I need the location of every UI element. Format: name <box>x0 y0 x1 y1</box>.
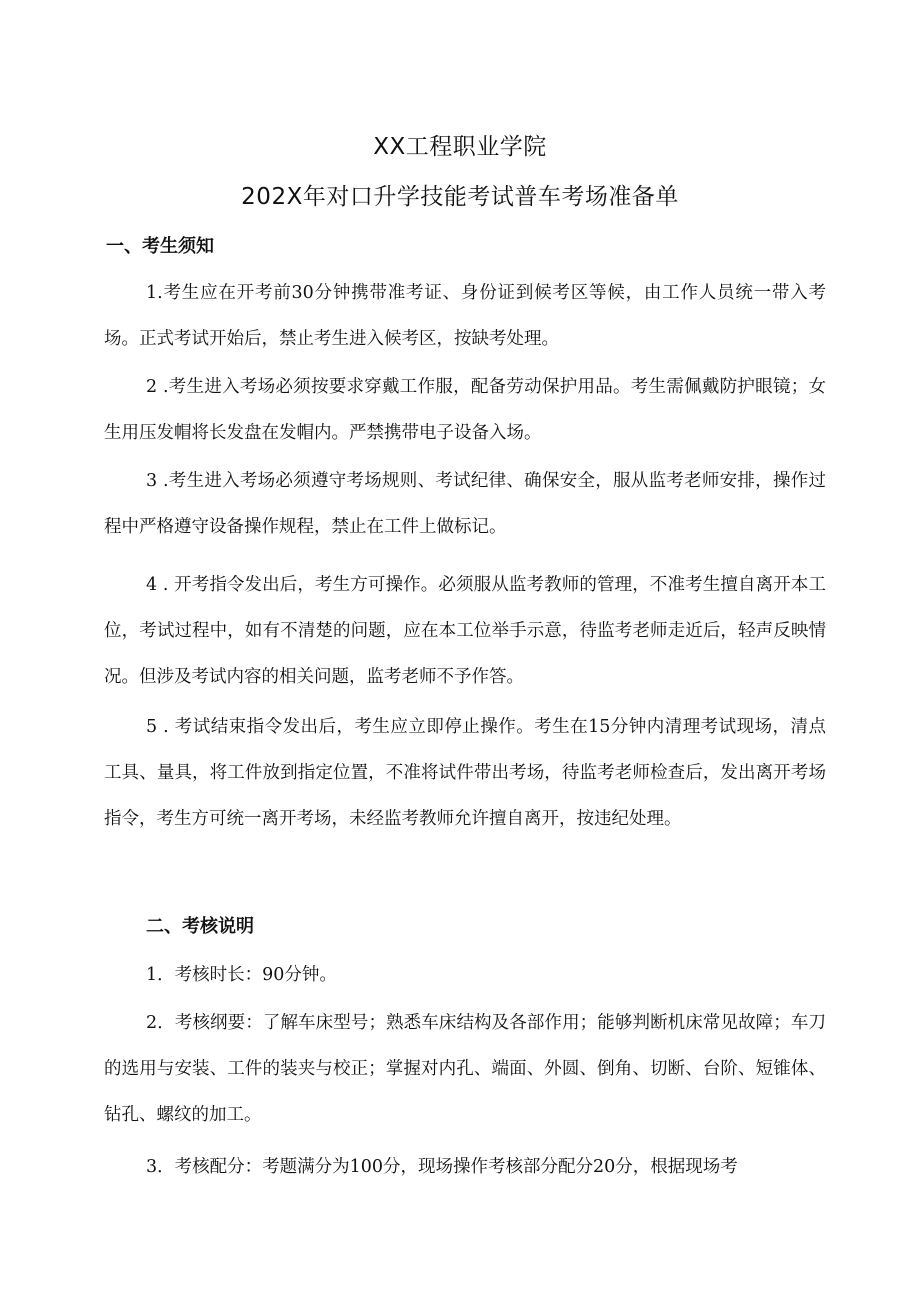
assessment-paragraph-1: 1．考核时长：90分钟。 <box>146 965 337 985</box>
section-heading-candidate-notice: 一、考生须知 <box>106 236 214 257</box>
document-title-exam: 202X年对口升学技能考试普车考场准备单 <box>241 184 679 210</box>
notice-paragraph-5: 5 . 考试结束指令发出后，考生应立即停止操作。考生在15分钟内清理考试现场，清点工具、量具，将工件放到指定位置，不准将试件带出考场，待监考老师检查后，发出离开考场指令，考生方可统一离开考场，未经监考教师允许擅自离开，按违纪处理。 <box>104 717 826 829</box>
notice-paragraph-2: 2 .考生进入考场必须按要求穿戴工作服，配备劳动保护用品。考生需佩戴防护眼镜；女生用压发帽将长发盘在发帽内。严禁携带电子设备入场。 <box>104 377 826 443</box>
notice-paragraph-4: 4 . 开考指令发出后，考生方可操作。必须服从监考教师的管理，不准考生擅自离开本工位，考试过程中，如有不清楚的问题，应在本工位举手示意，待监考老师走近后，轻声反映情况。但涉及考试内容的相关问题，监考老师不予作答。 <box>104 575 826 687</box>
document-title-institution: XX工程职业学院 <box>373 134 547 160</box>
section-heading-assessment: 二、考核说明 <box>146 916 254 937</box>
assessment-paragraph-3: 3．考核配分：考题满分为100分，现场操作考核部分配分20分，根据现场考 <box>146 1157 738 1177</box>
notice-paragraph-3: 3 .考生进入考场必须遵守考场规则、考试纪律、确保安全，服从监考老师安排，操作过程中严格遵守设备操作规程，禁止在工件上做标记。 <box>104 471 826 537</box>
notice-paragraph-1: 1.考生应在开考前30分钟携带准考证、身份证到候考区等候，由工作人员统一带入考场。正式考试开始后，禁止考生进入候考区，按缺考处理。 <box>104 283 826 349</box>
assessment-paragraph-2: 2．考核纲要：了解车床型号；熟悉车床结构及各部作用；能够判断机床常见故障；车刀的选用与安装、工件的装夹与校正；掌握对内孔、端面、外圆、倒角、切断、台阶、短锥体、钻孔、螺纹的加工。 <box>104 1013 826 1125</box>
